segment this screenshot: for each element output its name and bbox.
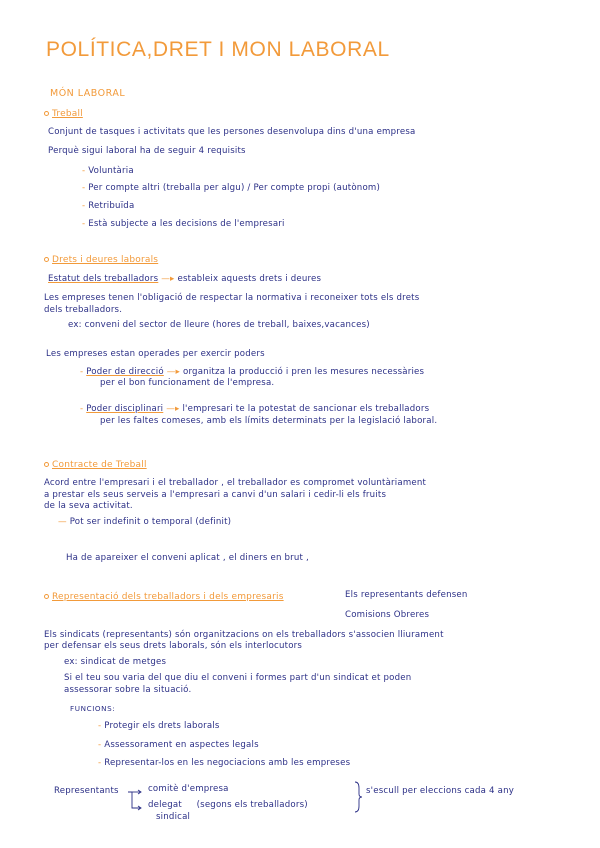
heading-drets-deures: Drets i deures laborals xyxy=(44,255,158,265)
representants-defensen: Els representants defensen xyxy=(345,590,468,600)
requirement-item: - Per compte altri (treballa per algu) / Per compte propi (autònom) xyxy=(82,183,381,193)
comisions-obreres: Comisions Obreres xyxy=(345,610,430,620)
representants-label: Representants xyxy=(54,786,119,796)
bullet-circle-icon xyxy=(44,111,49,116)
heading-treball: Treball xyxy=(44,109,83,119)
poder-disciplinari-line-1: - Poder disciplinari —▸ l'empresari te la potestat de sancionar els treballadors xyxy=(80,404,430,414)
contracte-line-4: — Pot ser indefinit o temporal (definit) xyxy=(58,517,232,527)
bullet-circle-icon xyxy=(44,257,49,262)
poder-disciplinari-line-2: per les faltes comeses, amb els límits determinats per la legislació laboral. xyxy=(100,416,438,426)
obligation-line-2: dels treballadors. xyxy=(44,305,123,315)
arrow-right-icon: —▸ xyxy=(166,367,181,377)
sindicats-line-2: per defensar els seus drets laborals, són els interlocutors xyxy=(44,641,303,651)
curly-brace-icon xyxy=(352,780,364,814)
contracte-line-5: Ha de aparеixer el conveni aplicat , el diners en brut , xyxy=(66,553,309,563)
poders-intro: Les empreses estan operades per exercir poders xyxy=(46,349,265,359)
requirement-item: - Retribuïda xyxy=(82,201,135,211)
funcions-label: FUNCIONS: xyxy=(70,704,116,713)
contracte-line-3: de la seva activitat. xyxy=(44,501,133,511)
branch-arrow-icon xyxy=(126,788,146,814)
bullet-circle-icon xyxy=(44,594,49,599)
treball-definition: Conjunt de tasques i activitats que les persones desenvolupa dins d'una empresa xyxy=(48,127,416,137)
example-sindicat: ex: sindicat de metges xyxy=(64,657,167,667)
contracte-line-1: Acord entre l'empresari i el treballador , el treballador es compromet voluntàriament xyxy=(44,478,427,488)
example-conveni: ex: conveni del sector de lleure (hores de treball, baixes,vacances) xyxy=(68,320,370,330)
contracte-line-2: a prestar els seus serveis a l'empresari a canvi d'un salari i cedir-li els fruits xyxy=(44,490,387,500)
estatut-line: Estatut dels treballadors —▸ estableix aquests drets i deures xyxy=(48,274,322,284)
page-title: POLÍTICA,DRET I MON LABORAL xyxy=(46,38,390,61)
sindicats-line-1: Els sindicats (representants) són organitzacions on els treballadors s'associen lliurament xyxy=(44,630,444,640)
poder-direccio-line-2: per el bon funcionament de l'empresa. xyxy=(100,378,275,388)
section-subtitle: MÓN LABORAL xyxy=(50,88,126,99)
funcio-item: - Representar-los en les negociacions amb les empreses xyxy=(98,758,351,768)
arrow-right-icon: —▸ xyxy=(166,404,180,414)
poder-direccio-line-1: - Poder de direcció —▸ organitza la producció i pren les mesures necessàries xyxy=(80,367,425,377)
heading-contracte: Contracte de Treball xyxy=(44,460,147,470)
representant-sindical: sindical xyxy=(156,812,191,822)
bullet-circle-icon xyxy=(44,462,49,467)
treball-requirements-intro: Perquè sigui laboral ha de seguir 4 requisits xyxy=(48,146,246,156)
arrow-right-icon: —▸ xyxy=(161,274,175,284)
representant-comite: comitè d'empresa xyxy=(148,784,229,794)
funcio-item: - Protegir els drets laborals xyxy=(98,721,220,731)
heading-representacio: Representació dels treballadors i dels empresaris xyxy=(44,592,284,602)
sou-line-1: Si el teu sou varia del que diu el conveni i formes part d'un sindicat et poden xyxy=(64,673,412,683)
representant-delegat: delegat (segons els treballadors) xyxy=(148,800,308,810)
sou-line-2: assessorar sobre la situació. xyxy=(64,685,192,695)
escull-eleccions: s'escull per eleccions cada 4 any xyxy=(366,786,515,796)
requirement-item: - Està subjecte a les decisions de l'empresari xyxy=(82,219,285,229)
requirement-item: - Voluntària xyxy=(82,166,134,176)
obligation-line-1: Les empreses tenen l'obligació de respectar la normativa i reconeixer tots els drets xyxy=(44,293,420,303)
funcio-item: - Assessorament en aspectes legals xyxy=(98,740,259,750)
